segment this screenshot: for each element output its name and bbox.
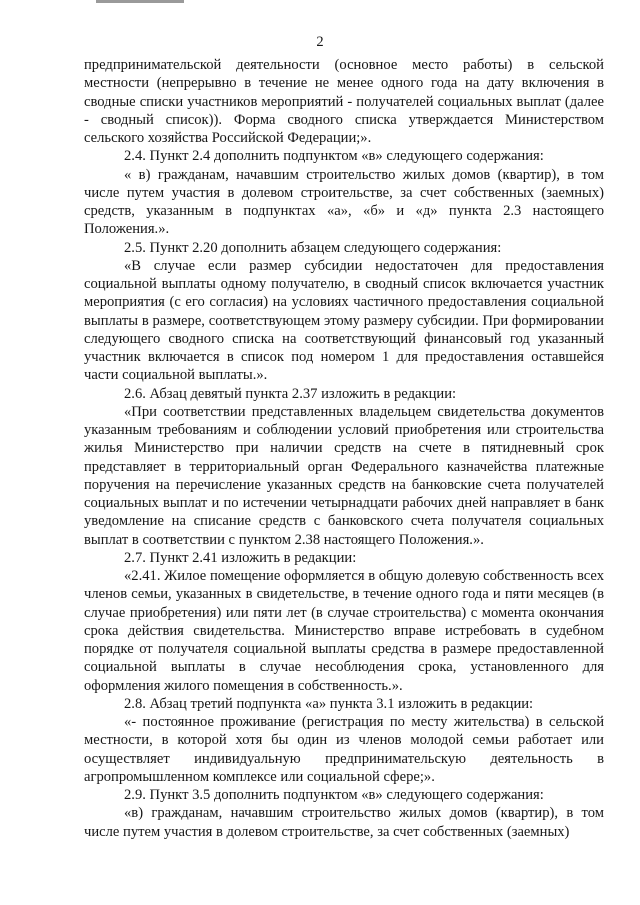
- scan-edge-mark: [96, 0, 184, 3]
- paragraph-quote-2-7: «2.41. Жилое помещение оформляется в общую долевую собственность всех членов семьи, указанных в свидетельстве, в течение одного года и пяти месяцев (в случае приобретения) или пяти лет (в случае строительства) с момента окончания срока действия свидетельства. Министерство вправе истребовать в судебном порядке от получателя социальной выплаты средства в размере предоставленной социальной выплаты в случае несоблюдения срока, установленного для оформления жилого помещения в собственность.».: [84, 568, 604, 694]
- paragraph-heading-2-7: 2.7. Пункт 2.41 изложить в редакции:: [124, 549, 357, 566]
- paragraph-quote-2-9: «в) гражданам, начавшим строительство жилых домов (квартир), в том числе путем участия в долевом строительстве, за счет собственных (заемных): [84, 805, 604, 840]
- paragraph-heading-2-4: 2.4. Пункт 2.4 дополнить подпунктом «в» следующего содержания:: [124, 148, 544, 165]
- document-body: [84, 56, 604, 841]
- page-number: 2: [316, 34, 324, 50]
- paragraph-quote-2-6: «При соответствии представленных владельцем свидетельства документов указанным требованиям и соблюдении условий приобретения или строительства жилья Министерство при наличии средств на счете в пятидневный срок представляет в территориальный орган Федерального казначейства платежные поручения на перечисление указанных средств на банковские счета получателей социальных выплат и по истечении четырнадцати рабочих дней направляет в банк уведомление на списание средств с банковского счета получателя социальных выплат в соответствии с пунктом 2.38 настоящего Положения.».: [84, 403, 604, 548]
- paragraph-continuation: предпринимательской деятельности (основное место работы) в сельской местности (непрерывно в течение не менее одного года на дату включения в сводные списки участников мероприятий - получателей социальных выплат (далее - сводный список)). Форма сводного списка утверждается Министерством сельского хозяйства Российской Федерации;».: [84, 57, 604, 146]
- paragraph-heading-2-8: 2.8. Абзац третий подпункта «а» пункта 3.1 изложить в редакции:: [124, 695, 534, 712]
- paragraph-heading-2-6: 2.6. Абзац девятый пункта 2.37 изложить в редакции:: [124, 385, 457, 402]
- paragraph-heading-2-9: 2.9. Пункт 3.5 дополнить подпунктом «в» следующего содержания:: [124, 787, 544, 803]
- paragraph-quote-2-5: «В случае если размер субсидии недостаточен для предоставления социальной выплаты одному получателю, в сводный список включается участник мероприятия (с его согласия) на условиях частичного предоставления социальной выплаты в размере, соответствующем этому размеру субсидии. При формировании следующего сводного списка на соответствующий финансовый год указанный участник включается в список под номером 1 для предоставления оставшейся части социальной выплаты.».: [84, 257, 604, 384]
- paragraph-heading-2-5: 2.5. Пункт 2.20 дополнить абзацем следующего содержания:: [124, 239, 502, 256]
- paragraph-quote-2-4: « в) гражданам, начавшим строительство жилых домов (квартир), в том числе путем участия в долевом строительстве, за счет собственных (заемных) средств, указанным в подпунктах «а», «б» и «д» пункта 2.3 настоящего Положения.».: [84, 166, 604, 238]
- paragraph-quote-2-8: «- постоянное проживание (регистрация по месту жительства) в сельской местности, в которой хотя бы один из членов молодой семьи работает или осуществляет индивидуальную предпринимательскую деятельность в агропромышленном комплексе или социальной сфере;».: [84, 714, 604, 785]
